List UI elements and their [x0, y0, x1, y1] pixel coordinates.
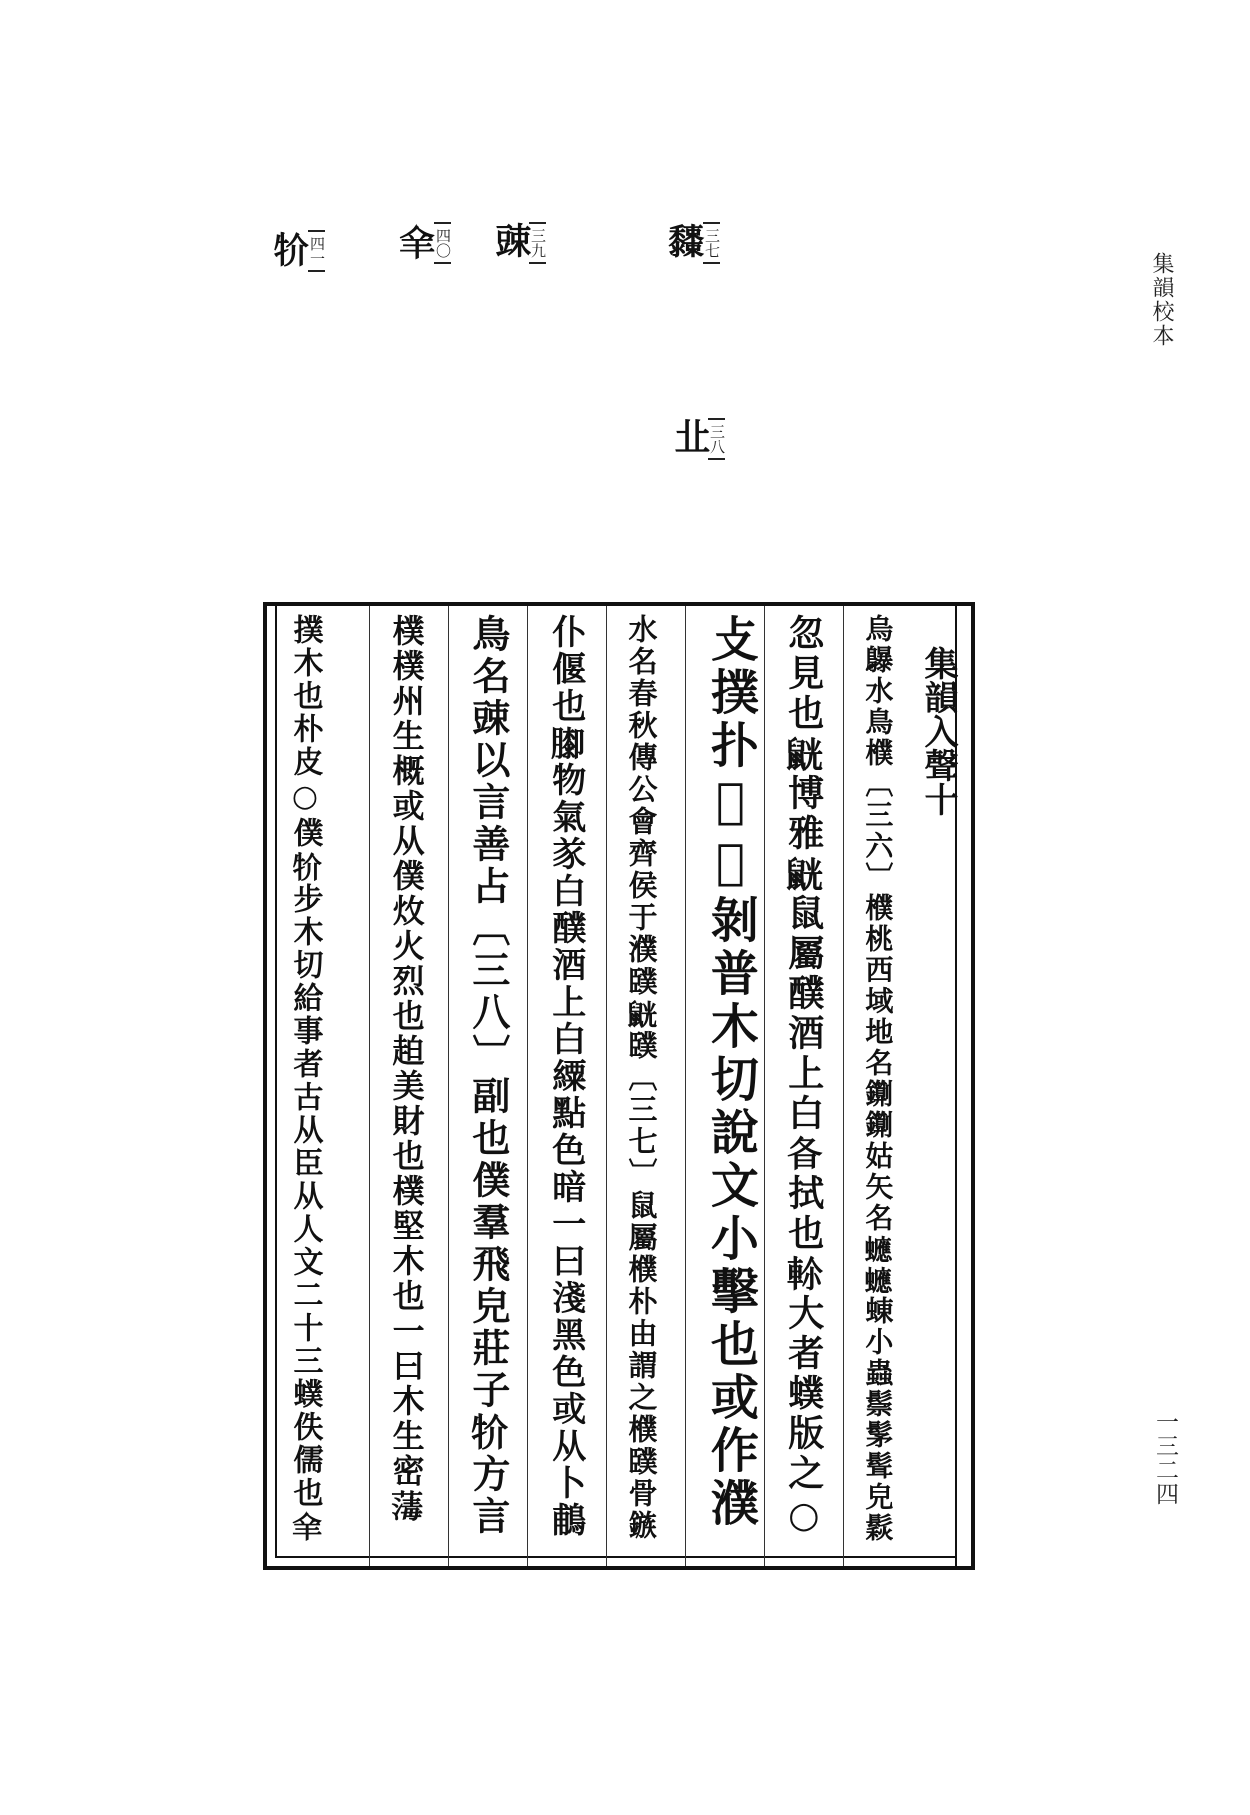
note-word: 䜹: [490, 222, 532, 258]
note-word: 𦍐: [395, 222, 437, 258]
collation-note: [490, 222, 547, 274]
page-number: 一三二四: [1152, 1410, 1178, 1506]
note-word: 𤘦: [269, 230, 311, 266]
note-number: 四〇: [434, 222, 451, 264]
column-rule: [606, 606, 607, 1566]
collation-note: [664, 222, 721, 274]
note-word: 𪐓: [664, 222, 706, 258]
text-column: 鳥名䜹以言善占〔三八〕副也僕羣飛皃莊子𤘦方言: [465, 614, 511, 1538]
text-column: 烏鸔水鳥㯷〔三六〕㯷桃西域地名䥷䥷姑矢名𧕄𧕄蝀小蟲鬃髳髶皃鬏: [861, 614, 895, 1544]
text-column: 仆偃也𦡩物氣㒸白醭酒上白䌚點色暗一曰淺黑色或从卜鵏: [545, 614, 586, 1539]
collation-note: [669, 418, 726, 470]
note-word: 㐀: [669, 418, 711, 454]
text-column: 水名春秋傳公會齊侯于濮䑑𪕓䑑〔三七〕鼠屬㯷朴由謂之㯷䑑骨鏃: [624, 614, 659, 1542]
woodblock-page: [263, 602, 975, 1570]
folio-label: 集韻入聲十: [918, 646, 958, 816]
inner-border: [275, 606, 957, 1558]
collation-note: [269, 230, 326, 282]
column-rule: [685, 606, 686, 1566]
column-rule: [764, 606, 765, 1566]
column-rule: [448, 606, 449, 1566]
note-number: 三九: [529, 222, 546, 264]
column-rule: [843, 606, 844, 1566]
note-number: 三七: [703, 222, 720, 264]
note-number: 三八: [708, 418, 725, 460]
note-number: 四一: [308, 230, 325, 272]
text-column: 忽見也𪕓博雅𪕓鼠屬醭酒上白𣅈拭也𨋏大者䗱版之○: [782, 614, 825, 1540]
text-column: 攴撲扑𡯤𡯮剝普木切說文小擊也或作濮: [702, 614, 759, 1531]
collation-note: [395, 222, 452, 274]
column-rule: [527, 606, 528, 1566]
book-title: 集韻校本: [1149, 252, 1174, 348]
column-rule: [369, 606, 370, 1566]
text-column: 樸樸州生概或从僕炇火烈也䞟美財也樸堅木也一曰木生密𦺇: [387, 614, 426, 1524]
text-column: 撲木也朴皮○僕𤘦步木切給事者古从臣从人文二十三䗱佚儒也𦍐: [287, 614, 323, 1543]
